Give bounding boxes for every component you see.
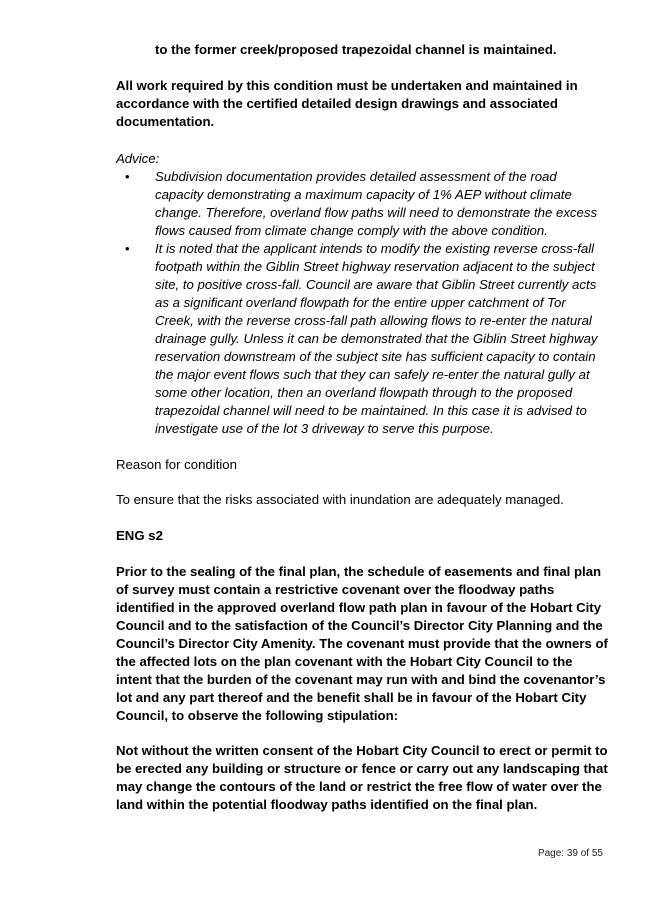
stipulation-paragraph: Not without the written consent of the Hobart City Council to erect or permit to be erected any building or structure or fence or carry out any landscaping that may change the contours of the land or restrict the free flow of water over the land within the potential floodway paths identified on the final plan. [116,743,608,812]
advice-list [116,168,616,438]
bullet-icon: • [125,241,130,256]
reason-text: To ensure that the risks associated with inundation are adequately managed. [116,492,564,507]
bullet-icon: • [125,169,130,184]
advice-item-text: It is noted that the applicant intends to modify the existing reverse cross-fall footpath within the Giblin Street highway reservation adjacent to the subject site, to positive cross-fall. Council are aware that Giblin Street currently acts as a significant overland flowpath for the entire upper catchment of Tor Creek, with the reverse cross-fall path allowing flows to re-enter the natural drainage gully. Unless it can be demonstrated that the Giblin Street highway reservation downstream of the subject site has sufficient capacity to contain the major event flows such that they can safely re-enter the natural gully at some other location, then an overland flowpath through to the proposed trapezoidal channel will need to be maintained. In this case it is advised to investigate use of the lot 3 driveway to serve this purpose. [155,241,598,436]
page-number: Page: 39 of 55 [537,848,603,859]
condition-paragraph: All work required by this condition must be undertaken and maintained in accordance with the certified detailed design drawings and associated documentation. [116,78,578,129]
condition-heading: ENG s2 [116,528,163,543]
advice-item-text: Subdivision documentation provides detailed assessment of the road capacity demonstrating a maximum capacity of 1% AEP without climate change. Therefore, overland flow paths will need to demonstrate the excess flows caused from climate change comply with the above condition. [155,169,598,238]
covenant-paragraph: Prior to the sealing of the final plan, the schedule of easements and final plan of survey must contain a restrictive covenant over the floodway paths identified in the approved overland flow path plan in favour of the Hobart City Council and to the satisfaction of the Council’s Director City Planning and the Council’s Director City Amenity. The covenant must provide that the owners of the affected lots on the plan covenant with the Hobart City Council to the intent that the burden of the covenant may run with and bind the covenantor’s lot and any part thereof and the benefit shall be in favour of the Hobart City Council, to observe the following stipulation: [116,564,608,723]
continuation-line: to the former creek/proposed trapezoidal channel is maintained. [155,42,557,57]
advice-label: Advice: [116,151,160,166]
advice-item [116,168,602,240]
advice-item [116,240,602,438]
reason-label: Reason for condition [116,457,237,472]
